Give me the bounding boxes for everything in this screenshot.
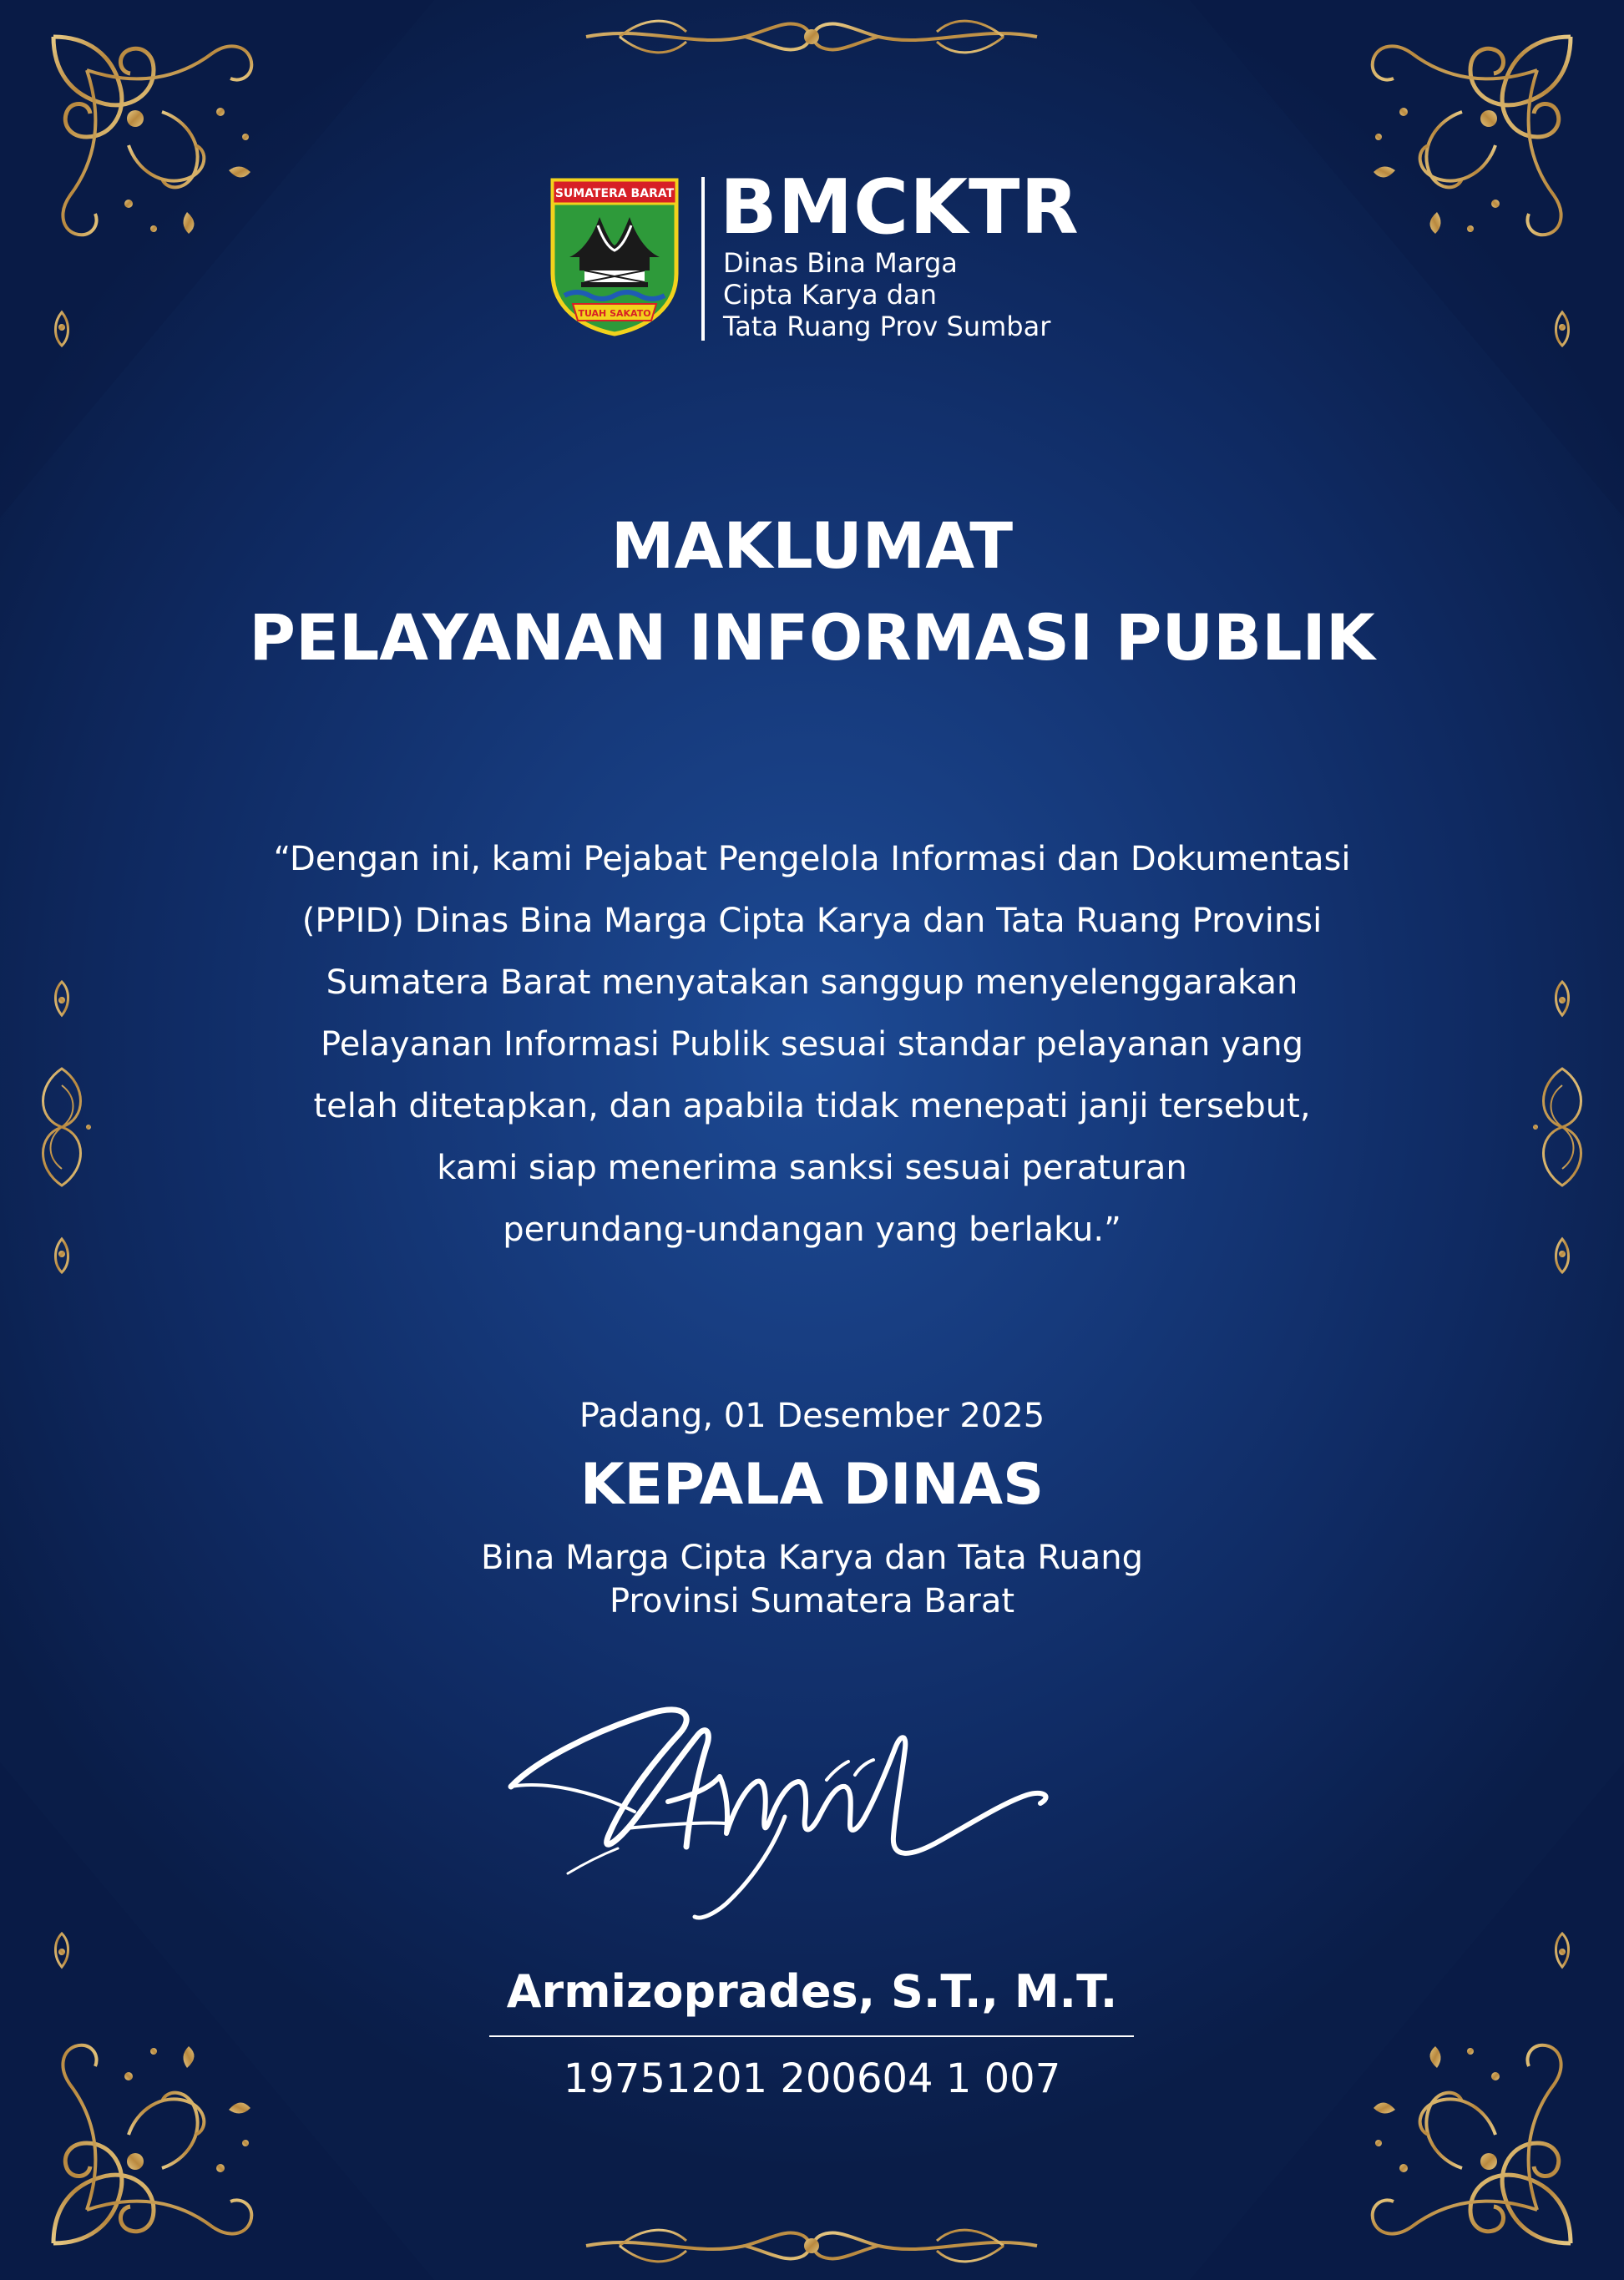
statement-line: “Dengan ini, kami Pejabat Pengelola Informasi dan Dokumentasi <box>273 840 1351 878</box>
statement-line: telah ditetapkan, dan apabila tidak menepati janji tersebut, <box>313 1087 1311 1125</box>
logo-divider <box>701 177 705 341</box>
statement-line: perundang-undangan yang berlaku.” <box>503 1211 1121 1249</box>
name-underline <box>489 2035 1134 2037</box>
statement-line: (PPID) Dinas Bina Marga Cipta Karya dan Tata Ruang Provinsi <box>301 902 1323 940</box>
handwritten-signature <box>501 1670 1110 1945</box>
document-title-line-2: PELAYANAN INFORMASI PUBLIK <box>249 600 1375 675</box>
header-logo-block <box>548 164 1082 342</box>
sumatera-barat-emblem-icon <box>548 174 681 337</box>
office-name-line-1: Bina Marga Cipta Karya dan Tata Ruang <box>480 1539 1144 1577</box>
brand-subtitle-line-2: Cipta Karya dan <box>723 279 937 311</box>
emblem-banner-text: SUMATERA BARAT <box>554 187 675 200</box>
statement-line: Pelayanan Informasi Publik sesuai standar pelayanan yang <box>321 1025 1303 1064</box>
brand-name: BMCKTR <box>720 164 1080 251</box>
document-title-line-1: MAKLUMAT <box>610 508 1014 583</box>
official-nip: 19751201 200604 1 007 <box>563 2055 1061 2102</box>
emblem-motto-text: TUAH SAKATO <box>578 308 651 319</box>
office-name-line-2: Provinsi Sumatera Barat <box>609 1582 1015 1620</box>
statement-paragraph <box>0 828 1624 1261</box>
brand-subtitle-line-1: Dinas Bina Marga <box>723 247 958 279</box>
office-title: KEPALA DINAS <box>579 1452 1045 1518</box>
statement-line: Sumatera Barat menyatakan sanggup menyelenggarakan <box>326 963 1298 1002</box>
statement-line: kami siap menerima sanksi sesuai peraturan <box>437 1149 1187 1187</box>
brand-subtitle-line-3: Tata Ruang Prov Sumbar <box>723 311 1051 342</box>
place-date: Padang, 01 Desember 2025 <box>579 1397 1045 1435</box>
official-name: Armizoprades, S.T., M.T. <box>506 1965 1118 2018</box>
